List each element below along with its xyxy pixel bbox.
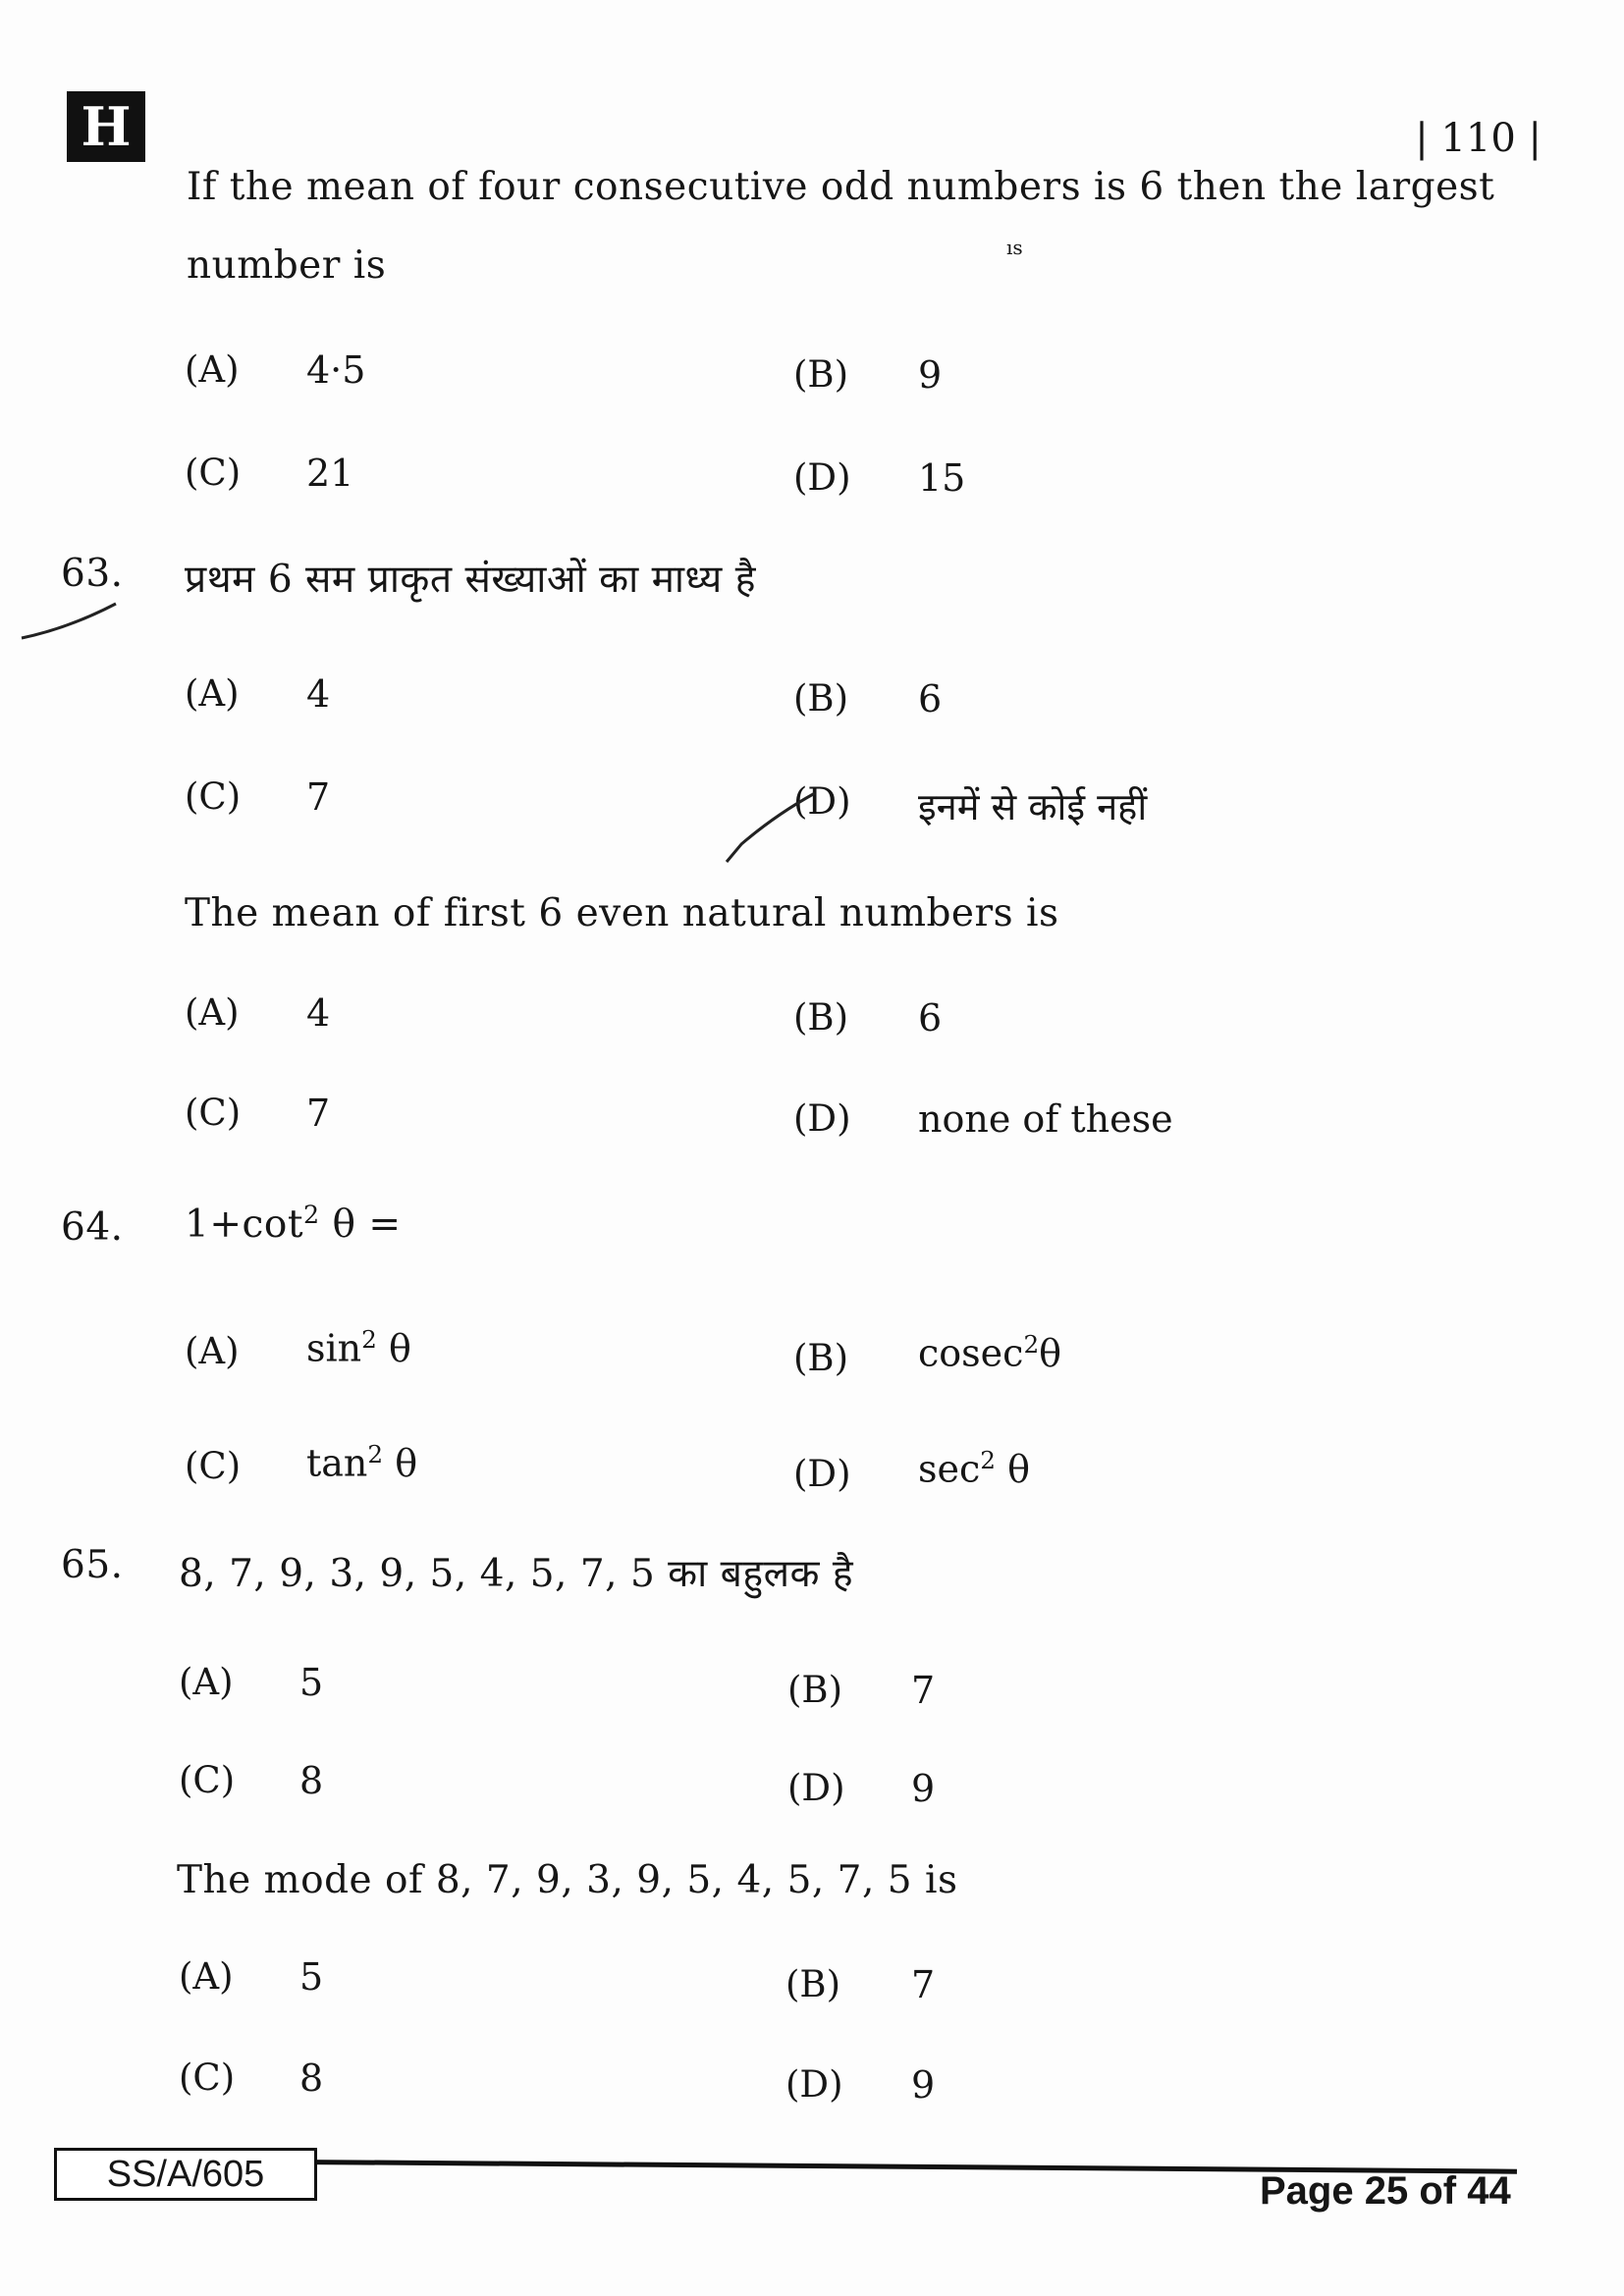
option-label: (B) [793, 353, 849, 396]
exponent: 2 [980, 1446, 996, 1474]
option-label: (D) [793, 1453, 851, 1495]
stray-mark: ıs [1006, 236, 1023, 259]
option-label: (C) [185, 452, 242, 494]
option-value: 7 [911, 1669, 936, 1712]
option-label: (B) [787, 1669, 843, 1711]
question-63-text-english: The mean of first 6 even natural numbers is [185, 891, 1059, 935]
option-value: 6 [918, 996, 943, 1040]
option-label: (A) [185, 1330, 240, 1372]
theta: θ [388, 1326, 411, 1370]
option-value: 6 [918, 677, 943, 721]
paper-code: SS/A/605 [54, 2148, 317, 2201]
option-label: (D) [793, 1097, 851, 1140]
theta: θ [1039, 1331, 1062, 1375]
question-number: 65. [61, 1543, 124, 1587]
option-label: (B) [793, 677, 849, 720]
question-63-text-hindi: प्रथम 6 सम प्राकृत संख्याओं का माध्य है [185, 558, 756, 602]
option-value: 8 [299, 1759, 324, 1802]
expr-eq: θ = [332, 1202, 402, 1247]
expr: 1+cot [185, 1202, 303, 1247]
theta: θ [395, 1441, 418, 1485]
question-65-text-hindi: 8, 7, 9, 3, 9, 5, 4, 5, 7, 5 का बहुलक है [179, 1552, 854, 1596]
option-value: 8 [299, 2056, 324, 2100]
theta: θ [1007, 1447, 1030, 1491]
option-value: none of these [918, 1097, 1173, 1141]
option-label: (A) [185, 672, 240, 715]
set-letter-badge: H [67, 91, 145, 162]
marks-label: | 110 | [1415, 116, 1542, 161]
option-label: (D) [793, 780, 851, 823]
option-label: (A) [179, 1661, 234, 1703]
exponent: 2 [367, 1440, 384, 1468]
option-value: 9 [911, 1767, 936, 1810]
exponent: 2 [303, 1200, 320, 1229]
option-value: 4 [306, 991, 331, 1035]
option-value: 5 [299, 1955, 324, 1999]
option-value: 15 [918, 456, 966, 500]
fn: sin [306, 1326, 362, 1370]
option-value: 21 [306, 452, 354, 495]
question-62-text: If the mean of four consecutive odd numbers is 6 then the largest [187, 165, 1495, 209]
fn: sec [918, 1447, 981, 1491]
option-label: (B) [793, 1337, 849, 1379]
question-number: 64. [61, 1205, 124, 1250]
option-label: (C) [185, 775, 242, 818]
fn: cosec [918, 1331, 1024, 1375]
option-value: 7 [911, 1963, 936, 2006]
tick-mark-icon [22, 604, 116, 638]
option-value: 9 [918, 353, 943, 397]
option-label: (C) [185, 1445, 242, 1487]
option-value: 7 [306, 1092, 331, 1135]
option-label: (A) [185, 348, 240, 391]
fn: tan [306, 1441, 368, 1485]
exponent: 2 [361, 1325, 377, 1354]
option-label: (A) [185, 991, 240, 1034]
exponent: 2 [1023, 1330, 1040, 1359]
tick-mark-icon [727, 793, 815, 862]
option-label: (C) [185, 1092, 242, 1134]
option-value: इनमें से कोई नहीं [918, 785, 1148, 828]
option-label: (C) [179, 1759, 236, 1801]
option-label: (D) [793, 456, 851, 499]
option-label: (B) [793, 996, 849, 1039]
option-value: 7 [306, 775, 331, 819]
option-value: 4 [306, 672, 331, 716]
option-value: 9 [911, 2063, 936, 2107]
page-number: Page 25 of 44 [1260, 2169, 1511, 2213]
question-65-text-english: The mode of 8, 7, 9, 3, 9, 5, 4, 5, 7, 5 is [177, 1858, 958, 1902]
option-label: (C) [179, 2056, 236, 2099]
option-label: (D) [785, 2063, 843, 2106]
question-number: 63. [61, 552, 124, 596]
option-label: (D) [787, 1767, 845, 1809]
question-62-text-cont: number is [187, 243, 387, 288]
option-value: 4·5 [306, 348, 366, 392]
option-value: 5 [299, 1661, 324, 1704]
option-label: (B) [785, 1963, 841, 2005]
option-label: (A) [179, 1955, 234, 1998]
